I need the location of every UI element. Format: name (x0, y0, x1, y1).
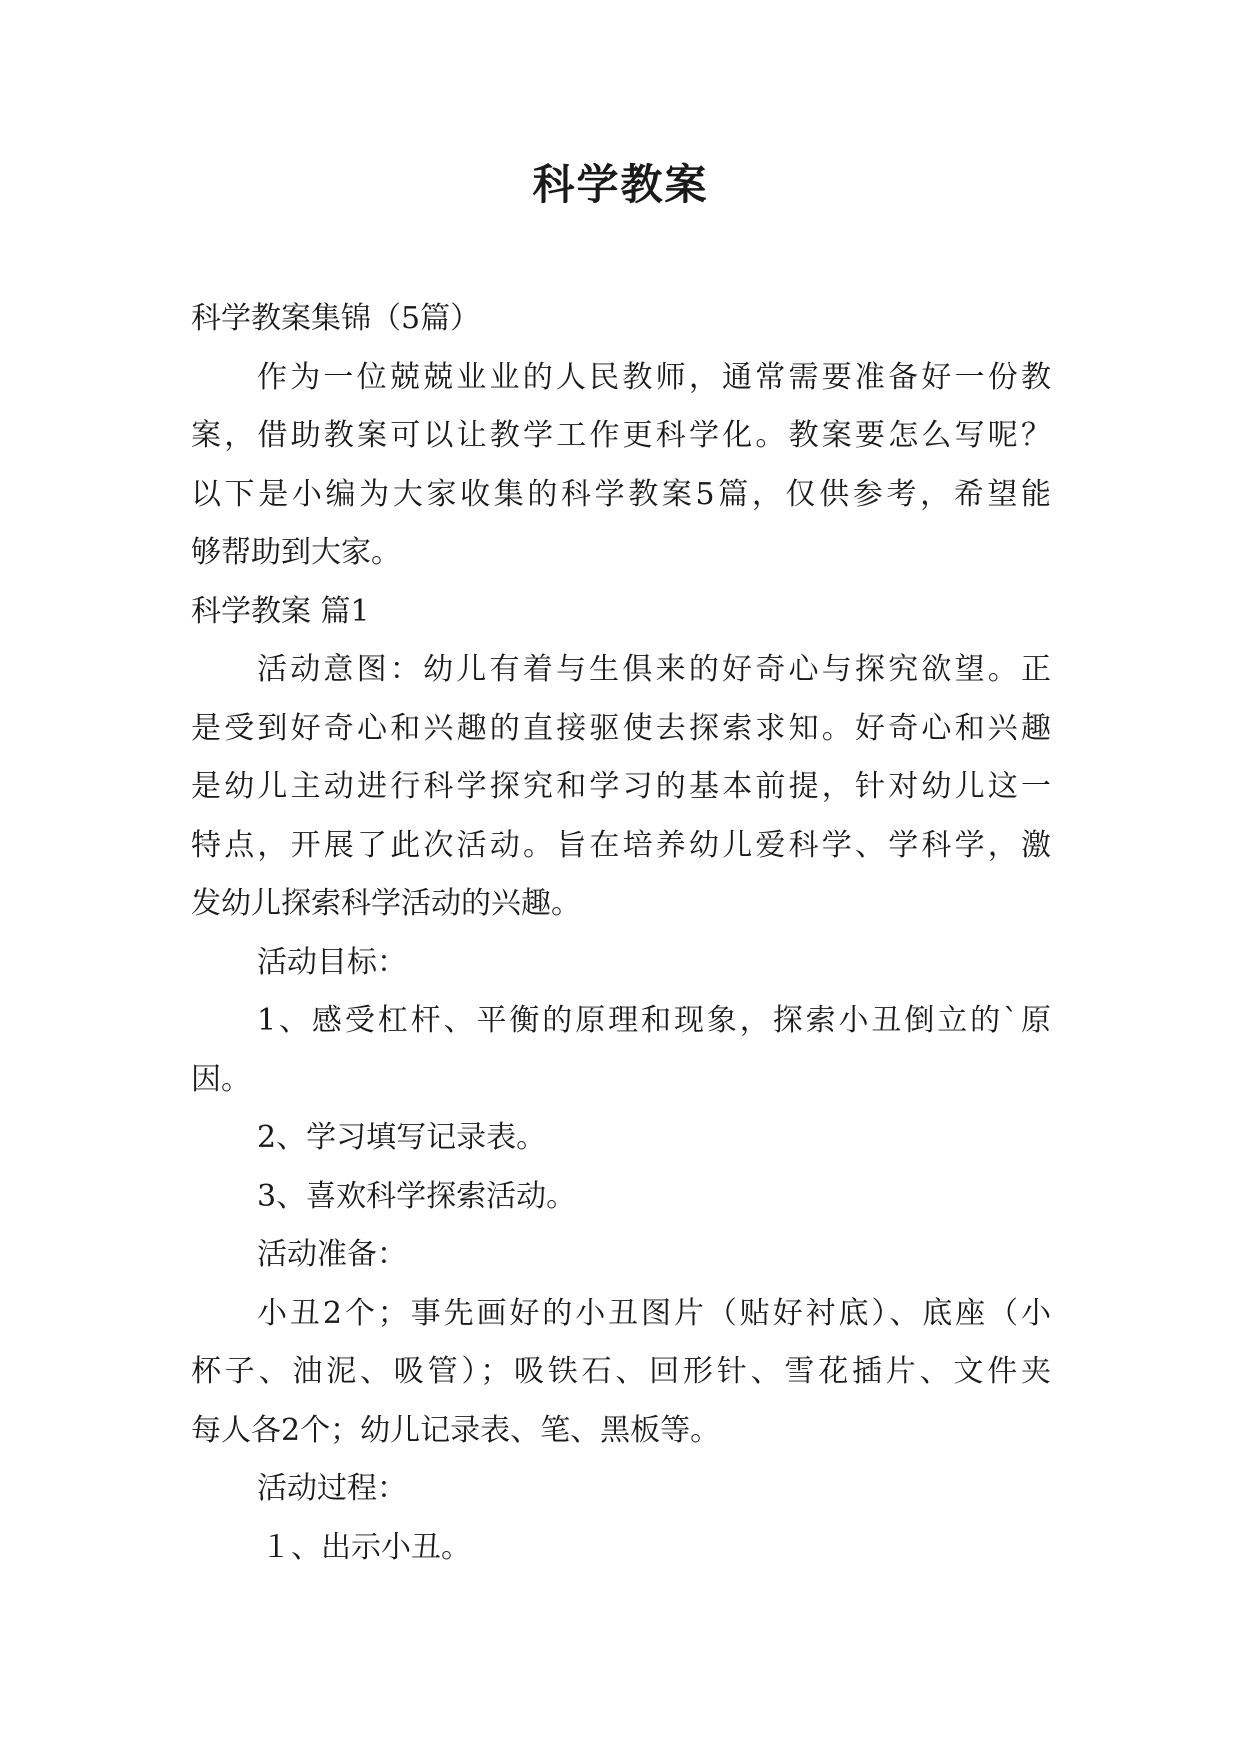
text-line: 每人各2个；幼儿记录表、笔、黑板等。 (191, 1412, 721, 1448)
text-line: 科学教案 篇1 (191, 593, 370, 629)
text-line: 活动过程： (257, 1471, 407, 1506)
document-body (191, 290, 1051, 1577)
text-line: 活动意图：幼儿有着与生俱来的好奇心与探究欲望。正 (257, 652, 1051, 687)
text-line: 因。 (191, 1061, 251, 1097)
text-line: 案，借助教案可以让教学工作更科学化。教案要怎么写呢？ (191, 418, 1051, 453)
text-line: 科学教案集锦（5篇） (191, 301, 481, 336)
text-line: 作为一位兢兢业业的人民教师，通常需要准备好一份教 (257, 359, 1051, 395)
text-line: 发幼儿探索科学活动的兴趣。 (191, 886, 581, 921)
text-line: 以下是小编为大家收集的科学教案5篇，仅供参考，希望能 (191, 476, 1051, 512)
text-line: 是幼儿主动进行科学探究和学习的基本前提，针对幼儿这一 (191, 769, 1051, 804)
text-line: 2、学习填写记录表。 (257, 1120, 547, 1155)
text-line: 1、感受杠杆、平衡的原理和现象，探索小丑倒立的`原 (257, 1003, 1051, 1038)
document-title: 科学教案 (532, 160, 709, 209)
text-line: 够帮助到大家。 (191, 535, 401, 570)
text-line: 杯子、油泥、吸管）；吸铁石、回形针、雪花插片、文件夹 (191, 1354, 1051, 1389)
text-line: 活动准备： (257, 1237, 407, 1272)
text-line: 3、喜欢科学探索活动。 (257, 1178, 577, 1214)
text-line: 特点，开展了此次活动。旨在培养幼儿爱科学、学科学，激 (191, 827, 1051, 863)
text-line: １、出示小丑。 (261, 1529, 471, 1565)
text-line: 小丑2个；事先画好的小丑图片（贴好衬底）、底座（小 (257, 1295, 1051, 1331)
text-line: 是受到好奇心和兴趣的直接驱使去探索求知。好奇心和兴趣 (191, 710, 1051, 746)
text-line: 活动目标： (257, 944, 407, 980)
